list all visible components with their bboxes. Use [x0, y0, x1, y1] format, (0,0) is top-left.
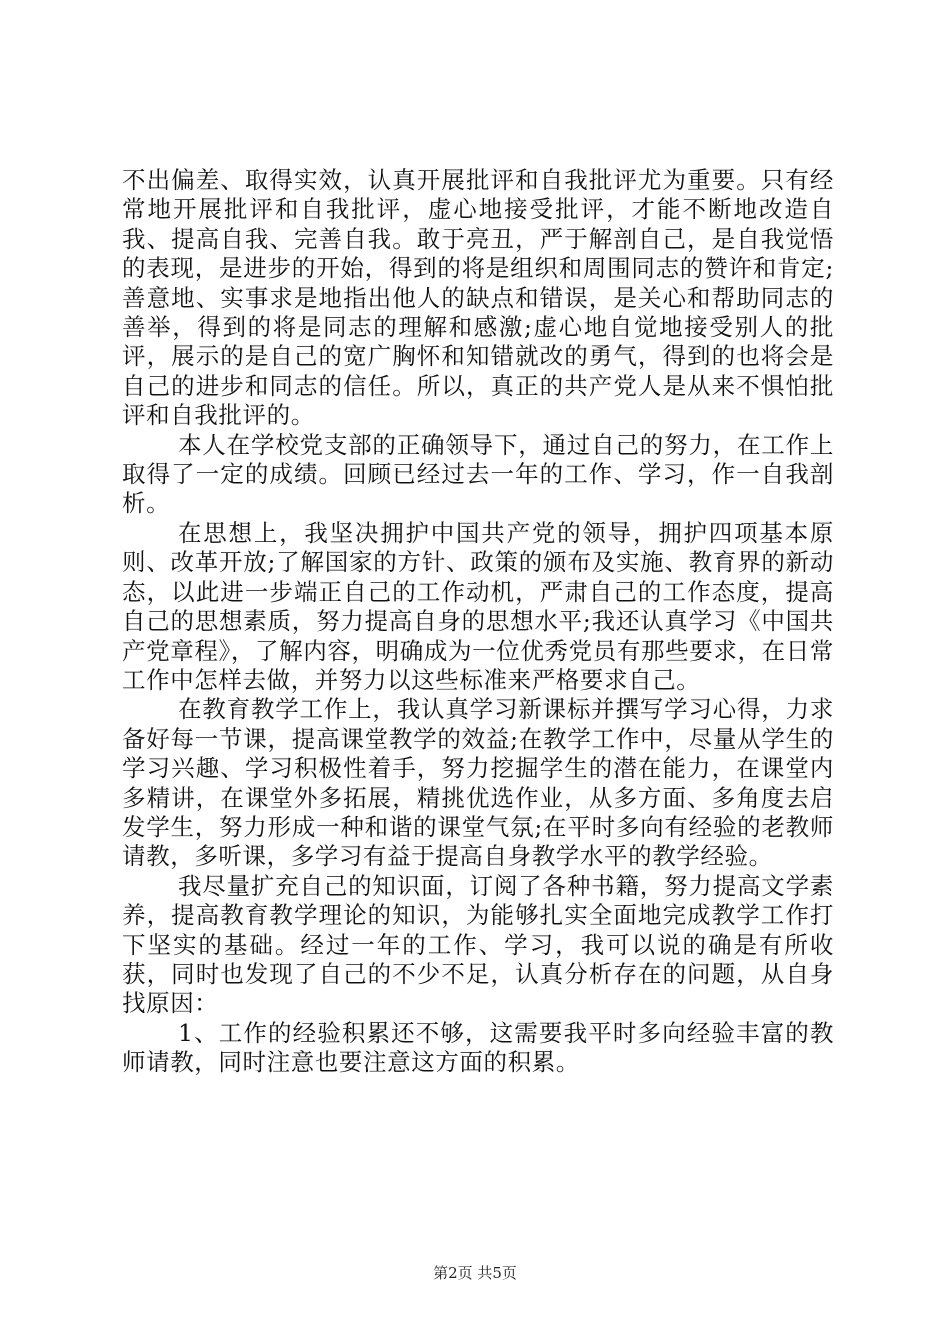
page-footer: 第2页 共5页 — [433, 1264, 517, 1282]
paragraph-knowledge: 我尽量扩充自己的知识面，订阅了各种书籍，努力提高文学素养，提高教育教学理论的知识，为能够扎实全面地完成教学工作打下坚实的基础。经过一年的工作、学习，我可以说的确是有所收获，同时也发现了自己的不少不足，认真分析存在的问题，从自身找原因： — [122, 871, 834, 1018]
paragraph-teaching-work: 在教育教学工作上，我认真学习新课标并撰写学习心得，力求备好每一节课，提高课堂教学的效益;在教学工作中，尽量从学生的学习兴趣、学习积极性着手，努力挖掘学生的潜在能力，在课堂内多精讲，在课堂外多拓展，精挑优选作业，从多方面、多角度去启发学生，努力形成一种和谐的课堂气氛;在平时多向有经验的老教师请教，多听课，多学习有益于提高自身教学水平的教学经验。 — [122, 695, 834, 871]
document-body — [122, 166, 834, 1078]
paragraph-ideology: 在思想上，我坚决拥护中国共产党的领导，拥护四项基本原则、改革开放;了解国家的方针、政策的颁布及实施、教育界的新动态，以此进一步端正自己的工作动机，严肃自己的工作态度，提高自己的思想素质，努力提高自身的思想水平;我还认真学习《中国共产党章程》，了解内容，明确成为一位优秀党员有那些要求，在日常工作中怎样去做，并努力以这些标准来严格要求自己。 — [122, 518, 834, 694]
paragraph-item-1: 1、工作的经验积累还不够，这需要我平时多向经验丰富的教师请教，同时注意也要注意这方面的积累。 — [122, 1018, 834, 1077]
paragraph-continuation: 不出偏差、取得实效，认真开展批评和自我批评尤为重要。只有经常地开展批评和自我批评，虚心地接受批评，才能不断地改造自我、提高自我、完善自我。敢于亮丑，严于解剖自己，是自我觉悟的表现，是进步的开始，得到的将是组织和周围同志的赞许和肯定;善意地、实事求是地指出他人的缺点和错误，是关心和帮助同志的善举，得到的将是同志的理解和感激;虚心地自觉地接受别人的批评，展示的是自己的宽广胸怀和知错就改的勇气，得到的也将会是自己的进步和同志的信任。所以，真正的共产党人是从来不惧怕批评和自我批评的。 — [122, 166, 834, 430]
paragraph-self-analysis-intro: 本人在学校党支部的正确领导下，通过自己的努力，在工作上取得了一定的成绩。回顾已经过去一年的工作、学习，作一自我剖析。 — [122, 430, 834, 518]
